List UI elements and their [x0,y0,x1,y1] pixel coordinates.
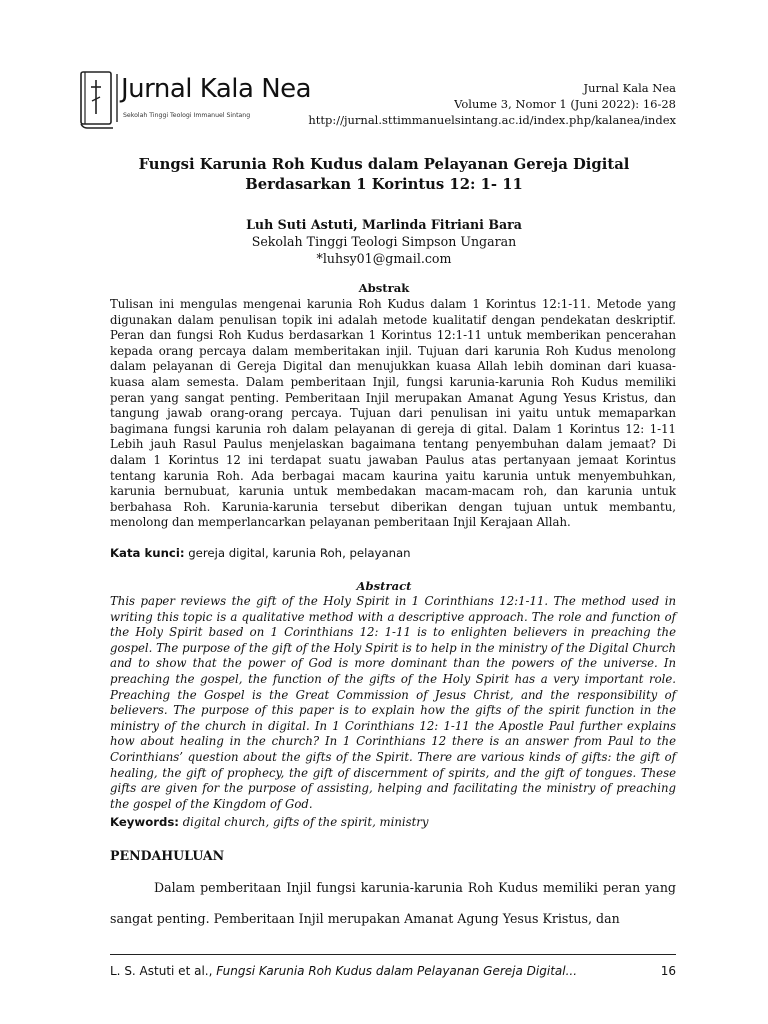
book-cross-icon [79,68,123,132]
author-email[interactable]: *luhsy01@gmail.com [316,251,452,266]
footer-authors: L. S. Astuti et al., [110,964,213,978]
journal-info [308,80,676,128]
title-line-1: Fungsi Karunia Roh Kudus dalam Pelayanan Gereja Digital [138,156,630,173]
page-number: 16 [660,964,676,978]
journal-header [79,68,676,134]
title-line-2: Berdasarkan 1 Korintus 12: 1- 11 [245,176,523,193]
logo-title: Jurnal Kala Nea [121,74,312,104]
pendahuluan-heading: PENDAHULUAN [110,848,225,863]
article-title [80,155,688,195]
page-footer [110,964,676,978]
abstract-heading: Abstract [356,579,412,593]
logo-subtitle: Sekolah Tinggi Teologi Immanuel Sintang [123,112,251,119]
author-affiliation: Sekolah Tinggi Teologi Simpson Ungaran [251,234,517,249]
kata-kunci [110,546,676,560]
footer-short-title: Fungsi Karunia Roh Kudus dalam Pelayanan Gereja Digital... [216,964,578,978]
footer-divider [110,954,676,955]
keywords [110,815,676,829]
journal-logo [79,68,319,132]
author-names: Luh Suti Astuti, Marlinda Fitriani Bara [246,217,522,232]
abstrak-heading: Abstrak [358,281,410,295]
pendahuluan-body: Dalam pemberitaan Injil fungsi karunia-karunia Roh Kudus memiliki peran yang sangat penting. Pemberitaan Injil merupakan Amanat Agung Yesus Kristus, dan [110,880,676,926]
abstract-body: This paper reviews the gift of the Holy Spirit in 1 Corinthians 12:1-11. The method used in writing this topic is a qualitative method with a descriptive approach. The role and function of the Holy Spirit based on 1 Corinthians 12: 1-11 is to enlighten believers in preaching the gospel. The purpose of the gift of the Holy Spirit is to help in the ministry of the Digital Church and to show that the power of God is more dominant than the powers of the universe. In preaching the gospel, the function of the gifts of the Holy Spirit has a very important role. Preaching the Gospel is the Great Commission of Jesus Christ, and the responsibility of believers. The purpose of this paper is to explain how the gifts of the spirit function in the ministry of the church in digital. In 1 Corinthians 12: 1-11 the Apostle Paul further explains how about healing in the church? In 1 Corinthians 12 there is an answer from Paul to the Corinthians’ question about the gifts of the Spirit. There are various kinds of gifts: the gift of healing, the gift of prophecy, the gift of discernment of spirits, and the gift of tongues. These gifts are given for the purpose of assisting, helping and facilitating the ministry of preaching the gospel of the Kingdom of God. [110,594,676,811]
journal-name: Jurnal Kala Nea [583,81,676,95]
kata-kunci-values: gereja digital, karunia Roh, pelayanan [188,546,411,560]
keywords-values: digital church, gifts of the spirit, ministry [182,815,429,829]
keywords-label: Keywords: [110,815,179,829]
journal-volume: Volume 3, Nomor 1 (Juni 2022): 16-28 [454,97,676,111]
journal-url[interactable]: http://jurnal.sttimmanuelsintang.ac.id/index.php/kalanea/index [308,113,676,127]
kata-kunci-label: Kata kunci: [110,546,185,560]
author-block [80,216,688,267]
abstrak-body: Tulisan ini mengulas mengenai karunia Roh Kudus dalam 1 Korintus 12:1-11. Metode yang digunakan dalam penulisan topik ini adalah metode kualitatif dengan pendekatan deskriptif. Peran dan fungsi Roh Kudus berdasarkan 1 Korintus 12:1-11 untuk memberikan pencerahan kepada orang percaya dalam memberitakan injil. Tujuan dari karunia Roh Kudus menolong dalam pelayanan di Gereja Digital dan menujukkan kuasa Allah lebih dominan dari kuasa-kuasa alam semesta. Dalam pemberitaan Injil, fungsi karunia-karunia Roh Kudus memiliki peran yang sangat penting. Pemberitaan Injil merupakan Amanat Agung Yesus Kristus, dan tangung jawab orang-orang percaya. Tujuan dari penulisan ini yaitu untuk memaparkan bagimana fungsi karunia roh dalam pelayanan di gereja di gital. Dalam 1 Korintus 12: 1-11 Lebih jauh Rasul Paulus menjelaskan bagaimana tentang penyembuhan dalam jemaat? Di dalam 1 Korintus 12 ini terdapat suatu jawaban Paulus atas pertanyaan jemaat Korintus tentang karunia Roh. Ada berbagai macam kaurina yaitu karunia untuk menyembuhkan, karunia bernubuat, karunia untuk membedakan macam-macam roh, dan karunia untuk berbahasa Roh. Karunia-karunia tersebut diberikan dengan tujuan untuk membantu, menolong dan memperlancarkan pelayanan pemberitaan Injil Kerajaan Allah. [110,297,676,530]
